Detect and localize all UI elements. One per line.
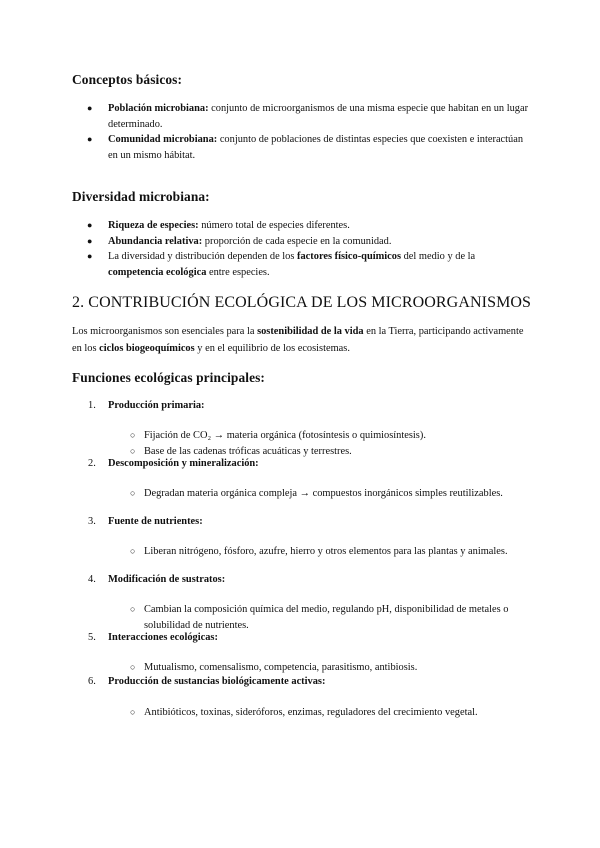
bullet-icon: ● (87, 220, 93, 230)
list-item (72, 132, 532, 163)
sub-list: ○ Liberan nitrógeno, fósforo, azufre, hierro y otros elementos para las plantas y animales. (108, 544, 532, 560)
basic-concepts-list (72, 101, 532, 163)
heading-ecological-functions: Funciones ecológicas principales: (72, 370, 265, 385)
section-intro-paragraph: Los microorganismos son esenciales para la sostenibilidad de la vida en la Tierra, participando activamente en los ciclos biogeoquímicos y en el equilibrio de los ecosistemas. (72, 326, 524, 354)
circle-bullet-icon: ○ (130, 604, 136, 614)
list-item (72, 101, 532, 132)
document-page: Conceptos básicos: ● Población microbiana: conjunto de microorganismos de una misma especie que habitan en un lugar determinado. ● Comunidad microbiana: conjunto de poblaciones de distintas especies que coexisten e interactúan en un mismo hábitat. Diversidad microbiana: ● Riqueza de especies: número total de especies diferentes. ● Abundancia relativa: proporción de cada especie en la comunidad. ● La diversidad y distribución dependen de los factores físico-químicos del medio y de la competencia ecológica entre especies. 2. CONTRIBUCIÓN ECOLÓGICA DE LOS MICROORGANISMOS Los microorganismos son esenciales para la sostenibilidad de la vida en la Tierra, participando activamente en los ciclos biogeoquímicos y en el equilibrio de los ecosistemas. Funciones ecológicas principales: 1. Producción primaria: ○ Fijación de CO₂ → materia orgánica (fotosíntesis o quimiosíntesis). ○ Base de las cadenas tróficas acuáticas y terrestres. 2. Descomposición y mineralización: ○ Degradan materia orgánica compleja → compuestos inorgánicos simples reutilizables. 3. Fuente de nutrientes: ○ Liberan nitrógeno, fósforo, azufre, hierro y otros elementos para las plantas y animales. 4. Modificación de sustratos: ○ Cambian la composición química del medio, regulando pH, disponibilidad de metales o solubilidad de nutrientes. 5. Interacciones ecológicas: ○ Mutualismo, comensalismo, competencia, parasitismo, antibiosis. 6. Producción de sustancias biológicamente activas: ○ Antibióticos, toxinas, sideróforos, enzimas, reguladores del crecimiento vegetal. (0, 0, 600, 848)
sub-list: ○ Antibióticos, toxinas, sideróforos, enzimas, reguladores del crecimiento vegetal. (108, 705, 532, 721)
definition: conjunto de poblaciones de distintas especies que coexisten e interactúan en un mismo hábitat. (108, 134, 524, 161)
term: Población microbiana: (108, 103, 209, 114)
sub-list: ○ Cambian la composición química del medio, regulando pH, disponibilidad de metales o solubilidad de nutrientes. (130, 604, 509, 631)
heading-basic-concepts: Conceptos básicos: (72, 72, 183, 87)
term: Abundancia relativa: (108, 235, 203, 247)
sub-list: ○ Mutualismo, comensalismo, competencia, parasitismo, antibiosis. (108, 660, 532, 676)
bullet-icon: ● (87, 251, 93, 261)
circle-bullet-icon: ○ (130, 430, 136, 440)
sub-list: ○ Fijación de CO₂ → materia orgánica (fotosíntesis o quimiosíntesis). ○ Base de las cadenas tróficas acuáticas y terrestres. (108, 428, 532, 459)
section-title: 2. CONTRIBUCIÓN ECOLÓGICA DE LOS MICROORGANISMOS (72, 294, 532, 311)
heading-microbial-diversity: Diversidad microbiana: (72, 189, 210, 204)
circle-bullet-icon: ○ (130, 546, 136, 556)
circle-bullet-icon: ○ (130, 662, 136, 672)
circle-bullet-icon: ○ (130, 488, 136, 498)
sub-list: ○ Degradan materia orgánica compleja → compuestos inorgánicos simples reutilizables. (108, 486, 532, 502)
circle-bullet-icon: ○ (130, 707, 136, 717)
list-item (72, 218, 532, 234)
list-item (72, 234, 532, 250)
bullet-icon: ● (87, 134, 93, 144)
circle-bullet-icon: ○ (130, 445, 136, 456)
diversity-list (72, 218, 532, 280)
list-item: ● La diversidad y distribución dependen de los factores físico-químicos del medio y de la competencia ecológica entre especies. (87, 251, 476, 278)
definition: número total de especies diferentes. (198, 220, 350, 231)
definition: conjunto de microorganismos de una misma especie que habitan en un lugar determinado. (108, 103, 529, 130)
bullet-icon: ● (87, 235, 93, 246)
bullet-icon: ● (87, 103, 93, 113)
term: Riqueza de especies: (108, 220, 199, 231)
definition: proporción de cada especie en la comunidad. (202, 235, 392, 247)
term: Comunidad microbiana: (108, 134, 218, 145)
